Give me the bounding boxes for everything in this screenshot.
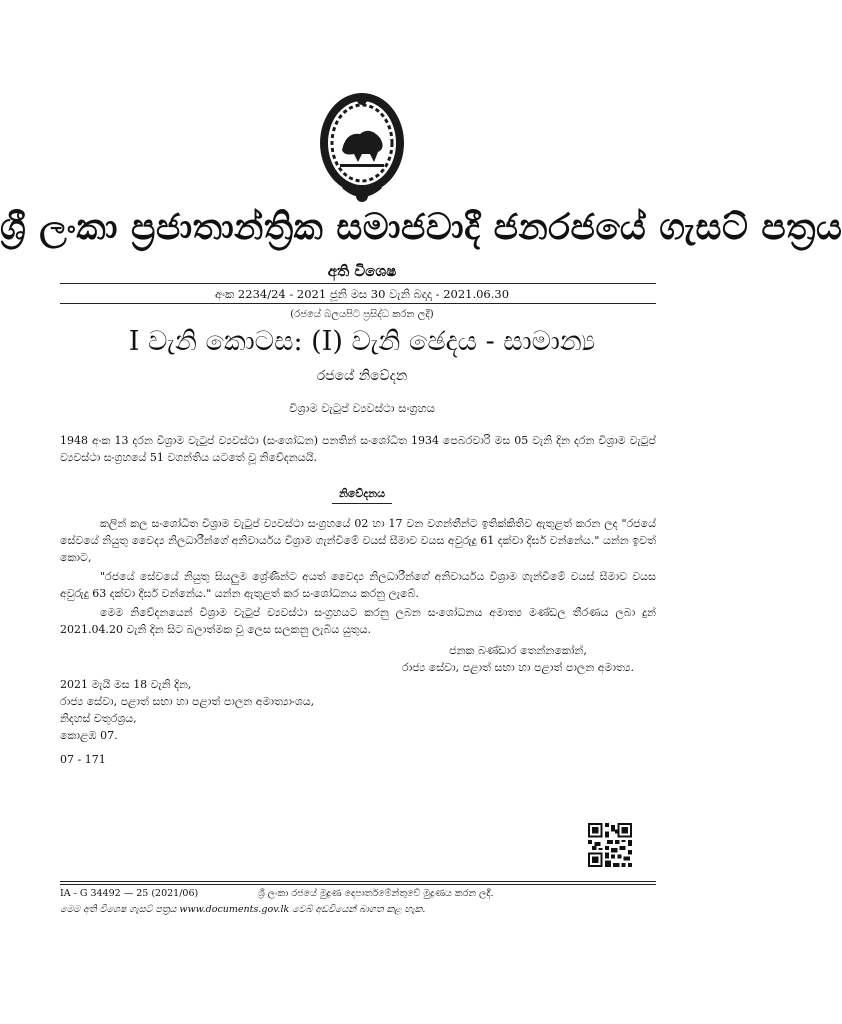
gazette-masthead-title: ශ්‍රී ලංකා ප්‍රජාතාන්ත්‍රික සමාජවාදී ජනරජයේ ගැසට් පත්‍රය xyxy=(0,206,842,248)
part-heading: I වැනි කොටස: (I) වැනි ඡෙදය - සාමාන්‍ය xyxy=(128,326,596,357)
signatory-title: රාජ්‍ය සේවා, පළාත් සභා හා පළාත් පාලන අමාත්‍ය. xyxy=(402,661,634,674)
ministry-line: රාජ්‍ය සේවා, පළාත් සභා හා පළාත් පාලන අමාත්‍යාංශය, xyxy=(60,695,315,708)
footer-rule-top xyxy=(60,881,656,882)
notice-heading: විශ්‍රාම වැටුප් ව්‍යවස්ථා සංග්‍රහය xyxy=(289,401,435,415)
paragraph-3: මෙම නිවේදනයෙන් විශ්‍රාම වැටුප් ව්‍යවස්ථා සංග්‍රහයට කරනු ලබන සංශෝධනය අමාත්‍ය මණ්ඩල තීරණය ලබා දුන් 2021.04.20 වැනි දින සිට බලාත්මක වූ ලෙස සලකනු ලැබිය යුතුය. xyxy=(60,606,656,636)
city-line: කොළඹ 07. xyxy=(60,729,118,742)
issue-rule xyxy=(60,303,656,304)
intro-paragraph: 1948 අංක 13 දරන විශ්‍රාම වැටුප් ව්‍යවස්ථා (සංශෝධන) පනතින් සංශෝධිත 1934 පෙබරවාරි මස 05 වැනි දින දරන විශ්‍රාම වැටුප් ව්‍යවස්ථා සංග්‍රහයේ 51 වගන්තිය යටතේ වූ නිවේදනයයි. xyxy=(60,434,656,464)
top-rule xyxy=(60,283,656,284)
notice-type: රජයේ නිවේදන xyxy=(316,368,408,384)
qr-code-icon xyxy=(588,823,632,867)
footer-download-note: මෙම අති විශෙෂ ගැසට් පත්‍රය www.documents.gov.lk වෙබ් අඩවියෙන් බාගත කළ හැක. xyxy=(60,904,426,915)
notice-label: නිවේදනය xyxy=(338,487,386,500)
paragraph-2: "රජයේ සේවයේ නියුතු සියලුම ශ්‍රේණීන්ට අයත් වෛද්‍ය නිලධාරීන්ගේ අනිවාර්යය විශ්‍රාම ගැන්වීමේ වයස් සීමාව වයස අවුරුදු 63 දක්වා දීර්ඝ වන්නේය." යන්න ඇතුළත් කර සංශෝධනය කරනු ලැබේ. xyxy=(60,570,656,600)
state-emblem-icon xyxy=(312,88,412,206)
building-line: නිදහස් චතුරශ්‍රය, xyxy=(60,712,137,725)
issue-line: අංක 2234/24 - 2021 ජූනි මස 30 වැනි බදාදා - 2021.06.30 xyxy=(214,287,510,301)
footer-rule-bottom xyxy=(60,884,656,885)
footer-code: IA - G 34492 — 25 (2021/06) xyxy=(60,888,199,899)
signatory-name: ජනක බණ්ඩාර තෙන්නකෝන්, xyxy=(449,644,587,657)
reference-code: 07 - 171 xyxy=(60,753,106,766)
authority-line: (රජයේ බලයපිට ප්‍රසිද්ධ කරන ලදී) xyxy=(290,309,434,320)
paragraph-1: කලින් කල සංශෝධිත විශ්‍රාම වැටුප් ව්‍යවස්ථා සංග්‍රහයේ 02 හා 17 වන වගන්තීන්ට ඉතික්කිතිව ඇතුළත් කරන ලද "රජයේ සේවයේ නියුතු වෛද්‍ය නිලධාරීන්ගේ අනිවාර්යය විශ්‍රාම ගැන්වීමේ වයස් සීමාව වයස අවුරුදු 61 දක්වා දීර්ඝ වන්නේය." යන්න ඉවත් කොට, xyxy=(60,517,656,564)
notice-label-underline xyxy=(332,503,392,504)
footer-printer: ශ්‍රී ලංකා රජයේ මුද්‍රණ දෙපාර්තමේන්තුවේ මුද්‍රණය කරන ලදී. xyxy=(258,888,494,899)
dated-line: 2021 මැයි මස 18 වැනි දින, xyxy=(60,678,192,691)
gazette-subtitle: අති විශෙෂ xyxy=(327,262,397,280)
